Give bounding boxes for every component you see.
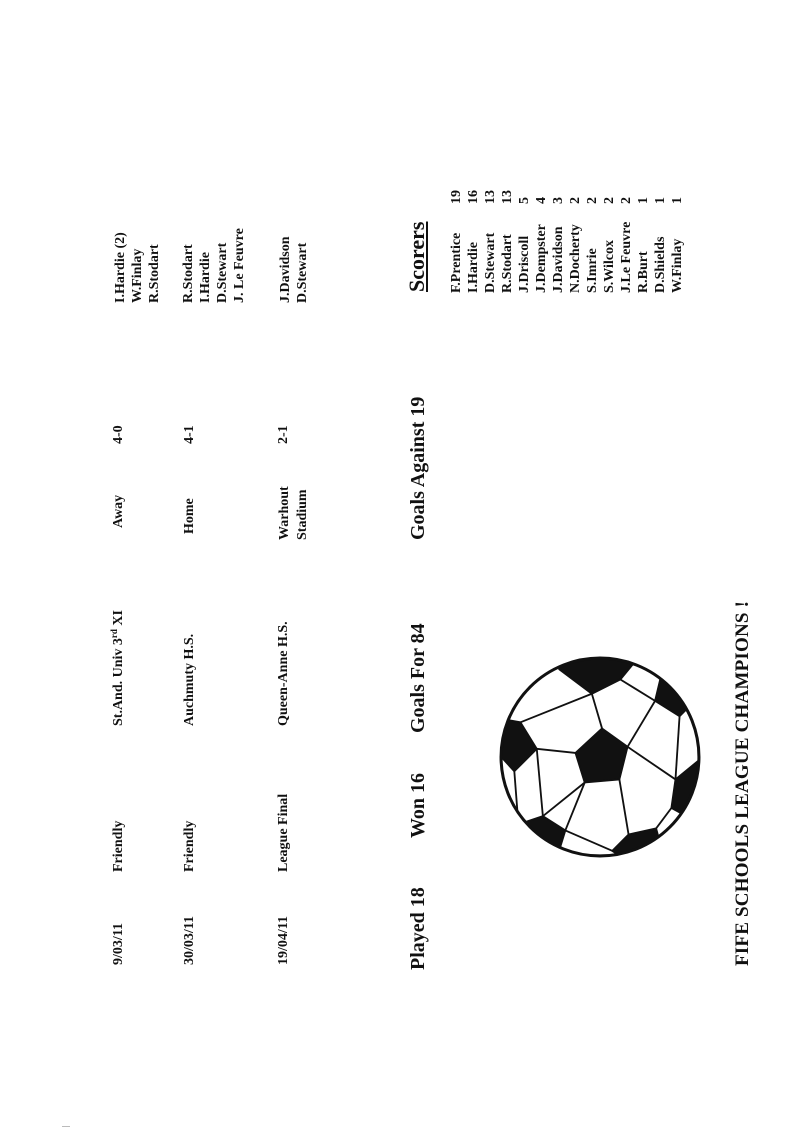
match-1-score: 4-0	[111, 425, 126, 444]
soccer-ball-icon	[498, 655, 702, 859]
match-1-type: Friendly	[111, 820, 126, 872]
match-1-opponent: St.And. Univ 3rd XI	[109, 610, 126, 726]
champions-banner: FIFE SCHOOLS LEAGUE CHAMPIONS !	[732, 600, 753, 966]
scorer-name: J.Driscoll	[517, 235, 532, 293]
scorer-goals: 3	[551, 197, 566, 204]
scorer-goals: 1	[636, 197, 651, 204]
scorer-goals: 4	[534, 197, 549, 204]
match-2-score: 4-1	[182, 425, 197, 444]
match-3-scorers	[277, 236, 311, 303]
scorer-name: R.Burt	[636, 251, 651, 293]
scorer-line: I.Hardie (2)	[113, 232, 128, 303]
scorer-name: R.Stodart	[500, 234, 515, 293]
match-3-type: League Final	[276, 793, 291, 872]
scorer-goals: 2	[585, 197, 600, 204]
scorer-goals: 2	[619, 197, 634, 204]
scorer-goals: 2	[602, 197, 617, 204]
scorer-name: J.Le Feuvre	[619, 221, 634, 293]
scorer-goals: 2	[568, 197, 583, 204]
scorer-goals: 19	[449, 190, 464, 204]
scorer-name: S.Imrie	[585, 248, 600, 293]
scorer-goals: 1	[670, 197, 685, 204]
scorer-line: R.Stodart	[181, 244, 196, 303]
scorer-name: D.Shields	[653, 236, 668, 293]
scorers-heading: Scorers	[404, 221, 429, 292]
scorer-name: S.Wilcox	[602, 239, 617, 293]
match-3-opponent: Queen-Anne H.S.	[276, 621, 291, 726]
match-2-date: 30/03/11	[182, 915, 197, 965]
summary-played: Played 18	[407, 887, 429, 970]
summary-goals-for: Goals For 84	[407, 623, 429, 733]
scorer-name: W.Finlay	[670, 238, 685, 293]
scorer-line: R.Stodart	[147, 244, 162, 303]
match-1-scorers	[112, 232, 163, 303]
match-2-opponent: Auchmuty H.S.	[182, 633, 197, 726]
scorer-goals: 13	[483, 190, 498, 204]
scorer-line: D.Stewart	[215, 242, 230, 303]
match-3-venue	[276, 486, 312, 540]
match-3-date: 19/04/11	[276, 915, 291, 965]
match-2-venue: Home	[182, 498, 197, 534]
scorer-goals: 16	[466, 190, 481, 204]
scorer-line: W.Finlay	[130, 248, 145, 303]
scorer-name: I.Hardie	[466, 242, 481, 293]
match-2-type: Friendly	[182, 820, 197, 872]
scorer-line: J. Le Feuvre	[232, 228, 247, 303]
venue-line: Stadium	[295, 489, 310, 540]
scorer-goals: 13	[500, 190, 515, 204]
match-1-venue: Away	[111, 494, 126, 528]
scorer-line: I.Hardie	[198, 252, 213, 303]
scorers-goals-column	[448, 190, 686, 204]
summary-goals-against: Goals Against 19	[407, 396, 429, 540]
scorer-name: N.Docherty	[568, 224, 583, 293]
scorer-goals: 1	[653, 197, 668, 204]
match-2-scorers	[180, 228, 248, 303]
scorer-name: J.Davidson	[551, 226, 566, 293]
match-1-date: 9/03/11	[111, 922, 126, 965]
scorer-line: D.Stewart	[295, 242, 310, 303]
scorer-goals: 5	[517, 197, 532, 204]
venue-line: Warhout	[277, 486, 292, 540]
scorer-name: F.Prentice	[449, 232, 464, 293]
scorer-name: D.Stewart	[483, 232, 498, 293]
match-3-score: 2-1	[276, 425, 291, 444]
scorers-names-column	[448, 222, 686, 293]
summary-won: Won 16	[407, 772, 429, 838]
scan-speck	[62, 1126, 70, 1127]
scorer-name: J.Dempster	[534, 224, 549, 293]
scorer-line: J.Davidson	[278, 236, 293, 303]
